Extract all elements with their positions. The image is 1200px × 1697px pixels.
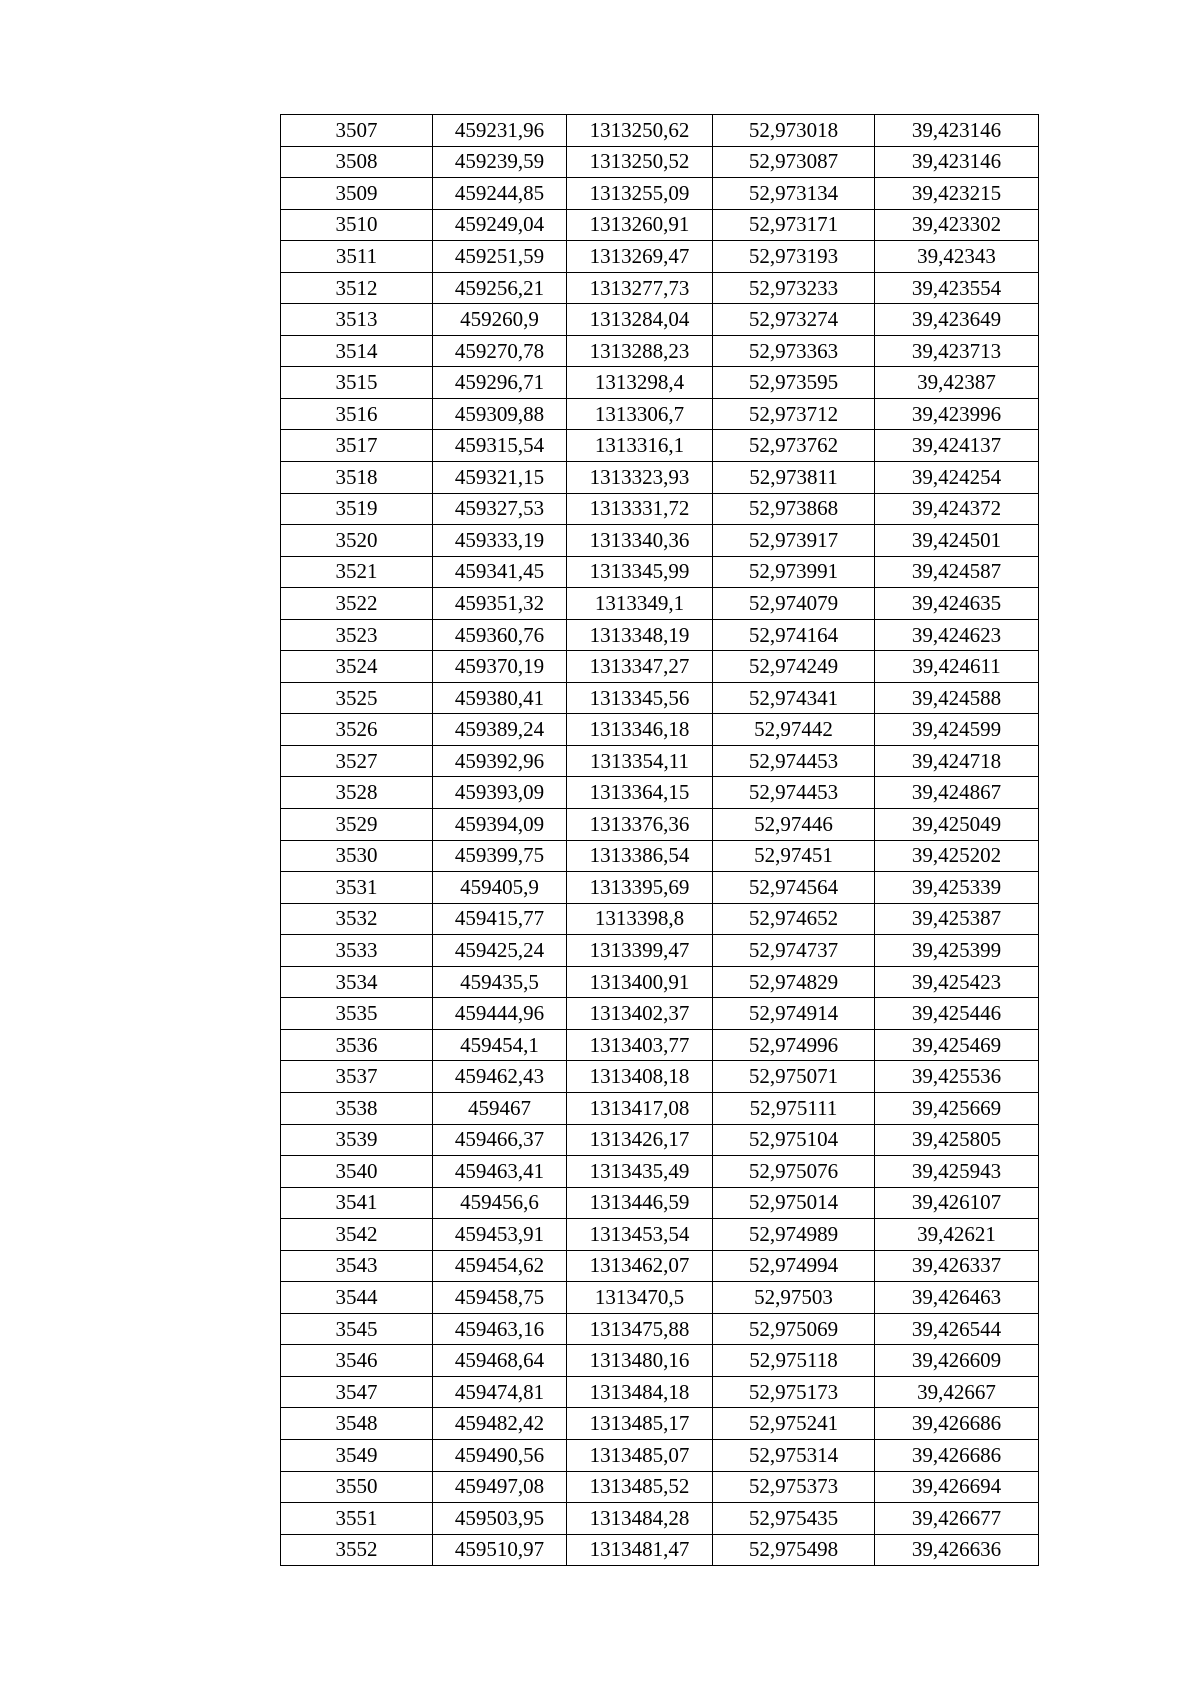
longitude-cell: 39,426677: [875, 1503, 1039, 1535]
latitude-cell: 52,974737: [713, 935, 875, 967]
longitude-cell: 39,426337: [875, 1250, 1039, 1282]
coordinates-table: [280, 114, 1039, 1566]
y-coordinate-cell: 1313348,19: [567, 619, 713, 651]
point-number-cell: 3543: [281, 1250, 433, 1282]
longitude-cell: 39,425805: [875, 1124, 1039, 1156]
point-number-cell: 3526: [281, 714, 433, 746]
table-row: [281, 1124, 1039, 1156]
latitude-cell: 52,974164: [713, 619, 875, 651]
point-number-cell: 3534: [281, 966, 433, 998]
point-number-cell: 3513: [281, 304, 433, 336]
x-coordinate-cell: 459333,19: [433, 525, 567, 557]
latitude-cell: 52,97442: [713, 714, 875, 746]
point-number-cell: 3542: [281, 1219, 433, 1251]
y-coordinate-cell: 1313475,88: [567, 1313, 713, 1345]
y-coordinate-cell: 1313354,11: [567, 745, 713, 777]
y-coordinate-cell: 1313484,18: [567, 1376, 713, 1408]
longitude-cell: 39,425387: [875, 903, 1039, 935]
longitude-cell: 39,426636: [875, 1534, 1039, 1566]
longitude-cell: 39,425339: [875, 872, 1039, 904]
x-coordinate-cell: 459405,9: [433, 872, 567, 904]
longitude-cell: 39,425536: [875, 1061, 1039, 1093]
point-number-cell: 3523: [281, 619, 433, 651]
latitude-cell: 52,974079: [713, 588, 875, 620]
longitude-cell: 39,426463: [875, 1282, 1039, 1314]
latitude-cell: 52,975069: [713, 1313, 875, 1345]
y-coordinate-cell: 1313349,1: [567, 588, 713, 620]
x-coordinate-cell: 459490,56: [433, 1439, 567, 1471]
latitude-cell: 52,975373: [713, 1471, 875, 1503]
y-coordinate-cell: 1313376,36: [567, 809, 713, 841]
longitude-cell: 39,42667: [875, 1376, 1039, 1408]
longitude-cell: 39,423146: [875, 115, 1039, 147]
longitude-cell: 39,424867: [875, 777, 1039, 809]
x-coordinate-cell: 459474,81: [433, 1376, 567, 1408]
y-coordinate-cell: 1313316,1: [567, 430, 713, 462]
y-coordinate-cell: 1313277,73: [567, 272, 713, 304]
latitude-cell: 52,974994: [713, 1250, 875, 1282]
table-row: [281, 651, 1039, 683]
x-coordinate-cell: 459309,88: [433, 398, 567, 430]
point-number-cell: 3544: [281, 1282, 433, 1314]
latitude-cell: 52,973762: [713, 430, 875, 462]
longitude-cell: 39,425469: [875, 1029, 1039, 1061]
table-row: [281, 367, 1039, 399]
y-coordinate-cell: 1313269,47: [567, 241, 713, 273]
point-number-cell: 3515: [281, 367, 433, 399]
point-number-cell: 3524: [281, 651, 433, 683]
x-coordinate-cell: 459231,96: [433, 115, 567, 147]
x-coordinate-cell: 459415,77: [433, 903, 567, 935]
point-number-cell: 3550: [281, 1471, 433, 1503]
latitude-cell: 52,975111: [713, 1092, 875, 1124]
x-coordinate-cell: 459462,43: [433, 1061, 567, 1093]
latitude-cell: 52,973811: [713, 462, 875, 494]
latitude-cell: 52,973274: [713, 304, 875, 336]
point-number-cell: 3508: [281, 146, 433, 178]
coordinates-table-body: [281, 115, 1039, 1566]
table-row: [281, 1061, 1039, 1093]
latitude-cell: 52,973193: [713, 241, 875, 273]
table-row: [281, 1187, 1039, 1219]
longitude-cell: 39,426544: [875, 1313, 1039, 1345]
longitude-cell: 39,424635: [875, 588, 1039, 620]
point-number-cell: 3531: [281, 872, 433, 904]
point-number-cell: 3511: [281, 241, 433, 273]
table-row: [281, 840, 1039, 872]
x-coordinate-cell: 459249,04: [433, 209, 567, 241]
x-coordinate-cell: 459463,41: [433, 1156, 567, 1188]
table-row: [281, 809, 1039, 841]
table-row: [281, 1345, 1039, 1377]
table-row: [281, 588, 1039, 620]
table-row: [281, 1313, 1039, 1345]
table-row: [281, 115, 1039, 147]
latitude-cell: 52,973171: [713, 209, 875, 241]
latitude-cell: 52,975071: [713, 1061, 875, 1093]
x-coordinate-cell: 459482,42: [433, 1408, 567, 1440]
y-coordinate-cell: 1313395,69: [567, 872, 713, 904]
y-coordinate-cell: 1313260,91: [567, 209, 713, 241]
y-coordinate-cell: 1313288,23: [567, 335, 713, 367]
point-number-cell: 3529: [281, 809, 433, 841]
y-coordinate-cell: 1313250,52: [567, 146, 713, 178]
latitude-cell: 52,973018: [713, 115, 875, 147]
table-row: [281, 998, 1039, 1030]
table-row: [281, 556, 1039, 588]
point-number-cell: 3540: [281, 1156, 433, 1188]
longitude-cell: 39,426694: [875, 1471, 1039, 1503]
latitude-cell: 52,975241: [713, 1408, 875, 1440]
table-row: [281, 1250, 1039, 1282]
y-coordinate-cell: 1313453,54: [567, 1219, 713, 1251]
table-row: [281, 1534, 1039, 1566]
point-number-cell: 3520: [281, 525, 433, 557]
latitude-cell: 52,973991: [713, 556, 875, 588]
point-number-cell: 3525: [281, 682, 433, 714]
table-row: [281, 966, 1039, 998]
point-number-cell: 3522: [281, 588, 433, 620]
point-number-cell: 3509: [281, 178, 433, 210]
point-number-cell: 3549: [281, 1439, 433, 1471]
latitude-cell: 52,974341: [713, 682, 875, 714]
table-row: [281, 1219, 1039, 1251]
latitude-cell: 52,97451: [713, 840, 875, 872]
longitude-cell: 39,423713: [875, 335, 1039, 367]
table-row: [281, 777, 1039, 809]
point-number-cell: 3518: [281, 462, 433, 494]
point-number-cell: 3507: [281, 115, 433, 147]
longitude-cell: 39,42343: [875, 241, 1039, 273]
x-coordinate-cell: 459468,64: [433, 1345, 567, 1377]
longitude-cell: 39,426686: [875, 1439, 1039, 1471]
longitude-cell: 39,423146: [875, 146, 1039, 178]
latitude-cell: 52,975118: [713, 1345, 875, 1377]
y-coordinate-cell: 1313340,36: [567, 525, 713, 557]
table-row: [281, 682, 1039, 714]
longitude-cell: 39,425423: [875, 966, 1039, 998]
x-coordinate-cell: 459360,76: [433, 619, 567, 651]
y-coordinate-cell: 1313398,8: [567, 903, 713, 935]
x-coordinate-cell: 459351,32: [433, 588, 567, 620]
x-coordinate-cell: 459466,37: [433, 1124, 567, 1156]
longitude-cell: 39,426686: [875, 1408, 1039, 1440]
x-coordinate-cell: 459380,41: [433, 682, 567, 714]
x-coordinate-cell: 459315,54: [433, 430, 567, 462]
latitude-cell: 52,975314: [713, 1439, 875, 1471]
x-coordinate-cell: 459435,5: [433, 966, 567, 998]
table-row: [281, 1503, 1039, 1535]
longitude-cell: 39,423996: [875, 398, 1039, 430]
y-coordinate-cell: 1313470,5: [567, 1282, 713, 1314]
table-row: [281, 525, 1039, 557]
point-number-cell: 3539: [281, 1124, 433, 1156]
longitude-cell: 39,424254: [875, 462, 1039, 494]
table-row: [281, 1029, 1039, 1061]
latitude-cell: 52,973868: [713, 493, 875, 525]
table-row: [281, 1282, 1039, 1314]
longitude-cell: 39,423554: [875, 272, 1039, 304]
y-coordinate-cell: 1313485,07: [567, 1439, 713, 1471]
latitude-cell: 52,973087: [713, 146, 875, 178]
latitude-cell: 52,973917: [713, 525, 875, 557]
longitude-cell: 39,424599: [875, 714, 1039, 746]
latitude-cell: 52,974914: [713, 998, 875, 1030]
point-number-cell: 3517: [281, 430, 433, 462]
point-number-cell: 3547: [281, 1376, 433, 1408]
table-row: [281, 146, 1039, 178]
table-row: [281, 462, 1039, 494]
longitude-cell: 39,423215: [875, 178, 1039, 210]
y-coordinate-cell: 1313255,09: [567, 178, 713, 210]
point-number-cell: 3551: [281, 1503, 433, 1535]
latitude-cell: 52,975435: [713, 1503, 875, 1535]
longitude-cell: 39,425446: [875, 998, 1039, 1030]
table-row: [281, 935, 1039, 967]
x-coordinate-cell: 459251,59: [433, 241, 567, 273]
x-coordinate-cell: 459510,97: [433, 1534, 567, 1566]
point-number-cell: 3514: [281, 335, 433, 367]
table-row: [281, 335, 1039, 367]
y-coordinate-cell: 1313345,56: [567, 682, 713, 714]
y-coordinate-cell: 1313417,08: [567, 1092, 713, 1124]
x-coordinate-cell: 459256,21: [433, 272, 567, 304]
latitude-cell: 52,975104: [713, 1124, 875, 1156]
latitude-cell: 52,973595: [713, 367, 875, 399]
table-row: [281, 745, 1039, 777]
longitude-cell: 39,425399: [875, 935, 1039, 967]
y-coordinate-cell: 1313402,37: [567, 998, 713, 1030]
point-number-cell: 3532: [281, 903, 433, 935]
table-row: [281, 1092, 1039, 1124]
latitude-cell: 52,975076: [713, 1156, 875, 1188]
x-coordinate-cell: 459244,85: [433, 178, 567, 210]
x-coordinate-cell: 459321,15: [433, 462, 567, 494]
y-coordinate-cell: 1313347,27: [567, 651, 713, 683]
x-coordinate-cell: 459458,75: [433, 1282, 567, 1314]
longitude-cell: 39,425943: [875, 1156, 1039, 1188]
x-coordinate-cell: 459239,59: [433, 146, 567, 178]
x-coordinate-cell: 459467: [433, 1092, 567, 1124]
y-coordinate-cell: 1313481,47: [567, 1534, 713, 1566]
latitude-cell: 52,974996: [713, 1029, 875, 1061]
x-coordinate-cell: 459453,91: [433, 1219, 567, 1251]
y-coordinate-cell: 1313484,28: [567, 1503, 713, 1535]
point-number-cell: 3521: [281, 556, 433, 588]
latitude-cell: 52,975498: [713, 1534, 875, 1566]
longitude-cell: 39,424587: [875, 556, 1039, 588]
latitude-cell: 52,973134: [713, 178, 875, 210]
longitude-cell: 39,423302: [875, 209, 1039, 241]
x-coordinate-cell: 459444,96: [433, 998, 567, 1030]
y-coordinate-cell: 1313408,18: [567, 1061, 713, 1093]
point-number-cell: 3528: [281, 777, 433, 809]
point-number-cell: 3535: [281, 998, 433, 1030]
x-coordinate-cell: 459394,09: [433, 809, 567, 841]
x-coordinate-cell: 459270,78: [433, 335, 567, 367]
table-row: [281, 872, 1039, 904]
x-coordinate-cell: 459456,6: [433, 1187, 567, 1219]
y-coordinate-cell: 1313250,62: [567, 115, 713, 147]
y-coordinate-cell: 1313485,52: [567, 1471, 713, 1503]
longitude-cell: 39,425202: [875, 840, 1039, 872]
longitude-cell: 39,424372: [875, 493, 1039, 525]
longitude-cell: 39,42387: [875, 367, 1039, 399]
longitude-cell: 39,426609: [875, 1345, 1039, 1377]
y-coordinate-cell: 1313426,17: [567, 1124, 713, 1156]
x-coordinate-cell: 459425,24: [433, 935, 567, 967]
table-row: [281, 903, 1039, 935]
latitude-cell: 52,973712: [713, 398, 875, 430]
latitude-cell: 52,974829: [713, 966, 875, 998]
x-coordinate-cell: 459389,24: [433, 714, 567, 746]
y-coordinate-cell: 1313284,04: [567, 304, 713, 336]
point-number-cell: 3537: [281, 1061, 433, 1093]
point-number-cell: 3536: [281, 1029, 433, 1061]
longitude-cell: 39,423649: [875, 304, 1039, 336]
x-coordinate-cell: 459399,75: [433, 840, 567, 872]
latitude-cell: 52,974652: [713, 903, 875, 935]
longitude-cell: 39,424611: [875, 651, 1039, 683]
x-coordinate-cell: 459463,16: [433, 1313, 567, 1345]
longitude-cell: 39,424501: [875, 525, 1039, 557]
point-number-cell: 3538: [281, 1092, 433, 1124]
latitude-cell: 52,974989: [713, 1219, 875, 1251]
x-coordinate-cell: 459393,09: [433, 777, 567, 809]
latitude-cell: 52,974453: [713, 777, 875, 809]
x-coordinate-cell: 459497,08: [433, 1471, 567, 1503]
point-number-cell: 3552: [281, 1534, 433, 1566]
x-coordinate-cell: 459370,19: [433, 651, 567, 683]
point-number-cell: 3548: [281, 1408, 433, 1440]
latitude-cell: 52,974249: [713, 651, 875, 683]
latitude-cell: 52,974564: [713, 872, 875, 904]
y-coordinate-cell: 1313386,54: [567, 840, 713, 872]
table-row: [281, 714, 1039, 746]
table-row: [281, 398, 1039, 430]
x-coordinate-cell: 459503,95: [433, 1503, 567, 1535]
table-row: [281, 1439, 1039, 1471]
table-row: [281, 304, 1039, 336]
latitude-cell: 52,974453: [713, 745, 875, 777]
y-coordinate-cell: 1313306,7: [567, 398, 713, 430]
y-coordinate-cell: 1313331,72: [567, 493, 713, 525]
longitude-cell: 39,425669: [875, 1092, 1039, 1124]
latitude-cell: 52,973363: [713, 335, 875, 367]
x-coordinate-cell: 459454,62: [433, 1250, 567, 1282]
y-coordinate-cell: 1313346,18: [567, 714, 713, 746]
latitude-cell: 52,975014: [713, 1187, 875, 1219]
point-number-cell: 3527: [281, 745, 433, 777]
latitude-cell: 52,97503: [713, 1282, 875, 1314]
point-number-cell: 3533: [281, 935, 433, 967]
longitude-cell: 39,424718: [875, 745, 1039, 777]
x-coordinate-cell: 459341,45: [433, 556, 567, 588]
y-coordinate-cell: 1313298,4: [567, 367, 713, 399]
y-coordinate-cell: 1313323,93: [567, 462, 713, 494]
longitude-cell: 39,425049: [875, 809, 1039, 841]
point-number-cell: 3510: [281, 209, 433, 241]
longitude-cell: 39,424588: [875, 682, 1039, 714]
y-coordinate-cell: 1313399,47: [567, 935, 713, 967]
x-coordinate-cell: 459392,96: [433, 745, 567, 777]
latitude-cell: 52,97446: [713, 809, 875, 841]
longitude-cell: 39,424623: [875, 619, 1039, 651]
table-row: [281, 619, 1039, 651]
table-row: [281, 493, 1039, 525]
x-coordinate-cell: 459327,53: [433, 493, 567, 525]
x-coordinate-cell: 459296,71: [433, 367, 567, 399]
point-number-cell: 3512: [281, 272, 433, 304]
point-number-cell: 3541: [281, 1187, 433, 1219]
longitude-cell: 39,424137: [875, 430, 1039, 462]
y-coordinate-cell: 1313446,59: [567, 1187, 713, 1219]
y-coordinate-cell: 1313435,49: [567, 1156, 713, 1188]
y-coordinate-cell: 1313364,15: [567, 777, 713, 809]
point-number-cell: 3519: [281, 493, 433, 525]
table-row: [281, 241, 1039, 273]
point-number-cell: 3516: [281, 398, 433, 430]
x-coordinate-cell: 459260,9: [433, 304, 567, 336]
point-number-cell: 3545: [281, 1313, 433, 1345]
longitude-cell: 39,42621: [875, 1219, 1039, 1251]
table-row: [281, 1376, 1039, 1408]
y-coordinate-cell: 1313345,99: [567, 556, 713, 588]
y-coordinate-cell: 1313403,77: [567, 1029, 713, 1061]
table-row: [281, 1156, 1039, 1188]
latitude-cell: 52,973233: [713, 272, 875, 304]
longitude-cell: 39,426107: [875, 1187, 1039, 1219]
table-row: [281, 209, 1039, 241]
table-row: [281, 1408, 1039, 1440]
y-coordinate-cell: 1313480,16: [567, 1345, 713, 1377]
y-coordinate-cell: 1313485,17: [567, 1408, 713, 1440]
point-number-cell: 3546: [281, 1345, 433, 1377]
table-row: [281, 272, 1039, 304]
x-coordinate-cell: 459454,1: [433, 1029, 567, 1061]
latitude-cell: 52,975173: [713, 1376, 875, 1408]
y-coordinate-cell: 1313400,91: [567, 966, 713, 998]
table-row: [281, 430, 1039, 462]
table-row: [281, 178, 1039, 210]
table-row: [281, 1471, 1039, 1503]
point-number-cell: 3530: [281, 840, 433, 872]
y-coordinate-cell: 1313462,07: [567, 1250, 713, 1282]
